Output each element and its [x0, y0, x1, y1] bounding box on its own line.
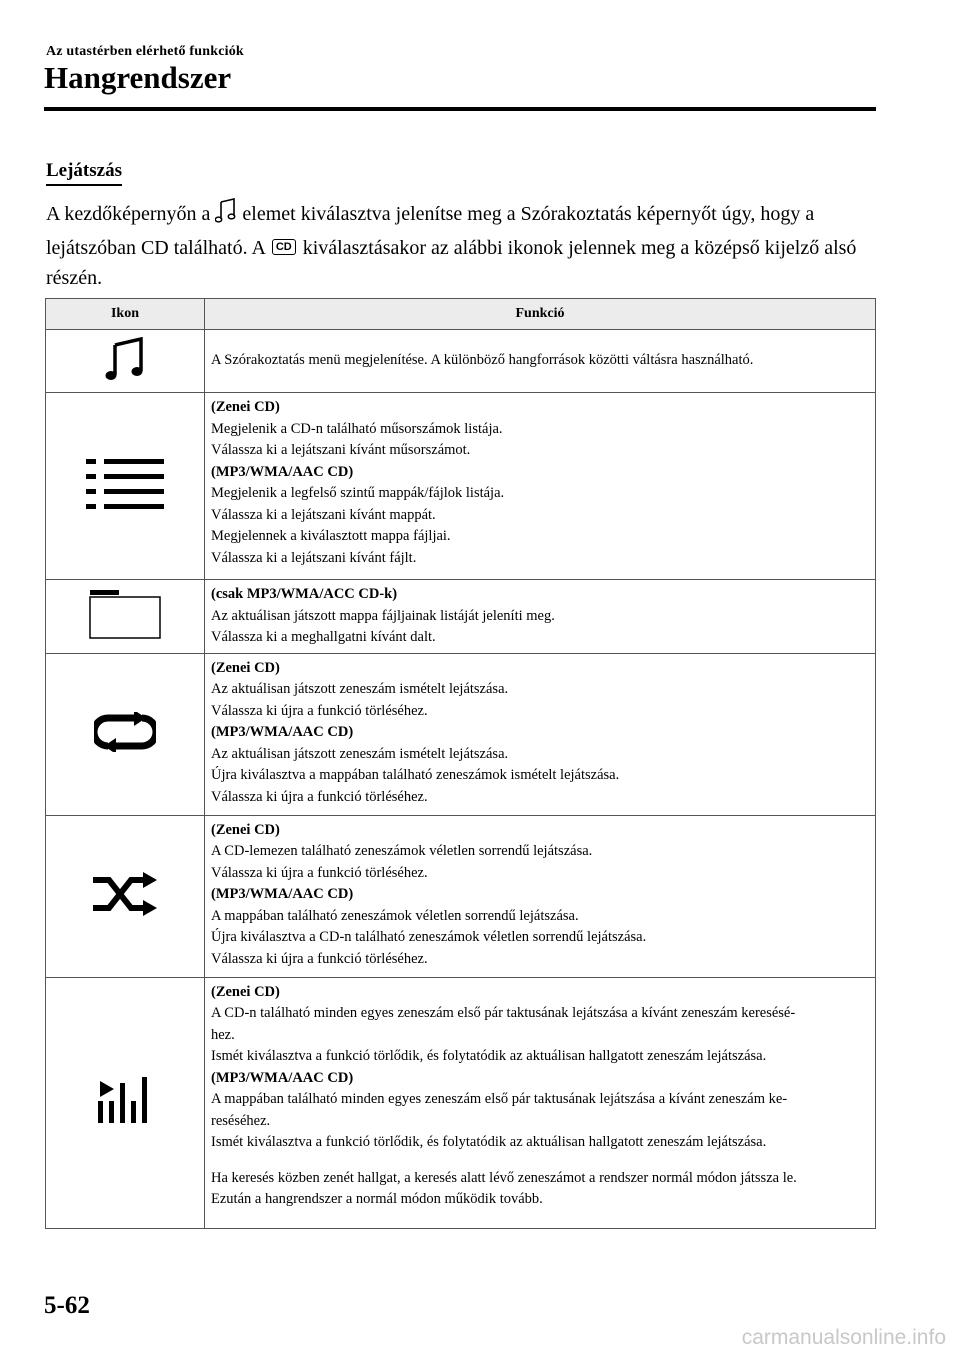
function-text: A mappában található minden egyes zeneszám első pár taktusának lejátszása a kívánt zeneszám ke- — [211, 1091, 788, 1107]
function-text: A mappában található zeneszámok véletlen sorrendű lejátszása. — [211, 907, 579, 924]
repeat-icon — [94, 740, 156, 756]
table-header-row — [46, 299, 876, 330]
table-row — [46, 580, 876, 654]
cd-badge: CD — [272, 239, 296, 255]
function-text: Válassza ki a meghallgatni kívánt dalt. — [211, 629, 436, 645]
function-subheading: (Zenei CD) — [211, 659, 280, 676]
function-table — [45, 298, 876, 1229]
function-text: Ezután a hangrendszer a normál módon működik tovább. — [211, 1191, 543, 1207]
function-text: Az aktuálisan játszott zeneszám ismételt lejátszása. — [211, 681, 509, 697]
icon-cell — [46, 580, 205, 654]
function-text: A CD-lemezen található zeneszámok véletlen sorrendű lejátszása. — [211, 843, 593, 859]
function-text: Válassza ki a lejátszani kívánt mappát. — [211, 506, 436, 523]
table-row — [46, 815, 876, 977]
scan-icon — [94, 1111, 156, 1127]
table-row — [46, 393, 876, 580]
title-rule — [44, 107, 876, 111]
table-row — [46, 330, 876, 393]
function-text: Újra kiválasztva a mappában található zeneszámok ismételt lejátszása. — [211, 767, 620, 783]
music-note-icon — [105, 369, 145, 385]
function-cell — [205, 393, 876, 580]
icon-cell — [46, 815, 205, 977]
icon-cell — [46, 977, 205, 1228]
icon-column-header: Ikon — [46, 299, 205, 330]
function-text: A CD-n található minden egyes zeneszám első pár taktusának lejátszása a kívánt zeneszám keresésé- — [211, 1005, 796, 1021]
table-row — [46, 653, 876, 815]
icon-cell — [46, 330, 205, 393]
function-text: Az aktuálisan játszott zeneszám ismételt lejátszása. — [211, 745, 509, 762]
function-cell — [205, 977, 876, 1228]
intro-part-1: A kezdőképernyőn a — [46, 203, 211, 225]
function-subheading: (Zenei CD) — [211, 821, 280, 838]
icon-cell — [46, 393, 205, 580]
function-text: Válassza ki újra a funkció törléséhez. — [211, 788, 428, 805]
function-cell — [205, 653, 876, 815]
function-text: Megjelenik a CD-n található műsorszámok listája. — [211, 420, 503, 437]
folder-icon — [89, 627, 161, 643]
function-text: reséséhez. — [211, 1112, 271, 1129]
intro-paragraph — [46, 198, 876, 293]
function-text: Ismét kiválasztva a funkció törlődik, és folytatódik az aktuálisan hallgatott zeneszám lejátszása. — [211, 1048, 767, 1064]
function-subheading: (MP3/WMA/AAC CD) — [211, 463, 354, 480]
function-subheading: (csak MP3/WMA/ACC CD-k) — [211, 586, 398, 602]
list-icon — [86, 497, 164, 513]
function-text: Megjelenik a legfelső szintű mappák/fájlok listája. — [211, 485, 505, 501]
intro-part-2: elemet kiválasztva jelenítse meg a Szórakoztatás képernyőt úgy, hogy a lejátszóban CD található. A — [46, 203, 815, 259]
function-text: hez. — [211, 1026, 235, 1043]
function-subheading: (MP3/WMA/AAC CD) — [211, 724, 354, 740]
function-column-header: Funkció — [205, 299, 876, 330]
function-text: Az aktuálisan játszott mappa fájljainak listáját jeleníti meg. — [211, 607, 555, 624]
function-text: Újra kiválasztva a CD-n található zeneszámok véletlen sorrendű lejátszása. — [211, 929, 647, 945]
function-subheading: (MP3/WMA/AAC CD) — [211, 886, 354, 902]
function-cell — [205, 580, 876, 654]
page-title: Hangrendszer — [44, 60, 232, 95]
page-number: 5-62 — [44, 1292, 90, 1319]
intro-part-3: kiválasztásakor az alábbi ikonok jelennek meg a középső kijelző alsó részén. — [46, 237, 857, 289]
section-label: Az utastérben elérhető funkciók — [46, 44, 244, 59]
function-text: Válassza ki újra a funkció törléséhez. — [211, 864, 428, 881]
function-cell — [205, 330, 876, 393]
function-text: Válassza ki újra a funkció törléséhez. — [211, 702, 428, 719]
function-subheading: (Zenei CD) — [211, 983, 280, 1000]
watermark: carmanualsonline.info — [741, 1326, 946, 1349]
function-text: A Szórakoztatás menü megjelenítése. A különböző hangforrások közötti váltásra használható. — [211, 352, 754, 369]
subheading: Lejátszás — [46, 160, 122, 186]
function-text: Ha keresés közben zenét hallgat, a keresés alatt lévő zeneszámot a rendszer normál módon játssza le. — [211, 1169, 797, 1186]
function-subheading: (MP3/WMA/AAC CD) — [211, 1069, 354, 1086]
music-note-icon — [215, 198, 237, 233]
function-text: Ismét kiválasztva a funkció törlődik, és folytatódik az aktuálisan hallgatott zeneszám lejátszása. — [211, 1134, 767, 1150]
function-text: Megjelennek a kiválasztott mappa fájljai. — [211, 528, 451, 544]
function-text: Válassza ki újra a funkció törléséhez. — [211, 950, 428, 967]
table-row — [46, 977, 876, 1228]
function-text: Válassza ki a lejátszani kívánt fájlt. — [211, 549, 417, 566]
shuffle-icon — [91, 904, 159, 920]
icon-cell — [46, 653, 205, 815]
function-text: Válassza ki a lejátszani kívánt műsorszámot. — [211, 442, 471, 458]
function-cell — [205, 815, 876, 977]
function-subheading: (Zenei CD) — [211, 399, 280, 415]
